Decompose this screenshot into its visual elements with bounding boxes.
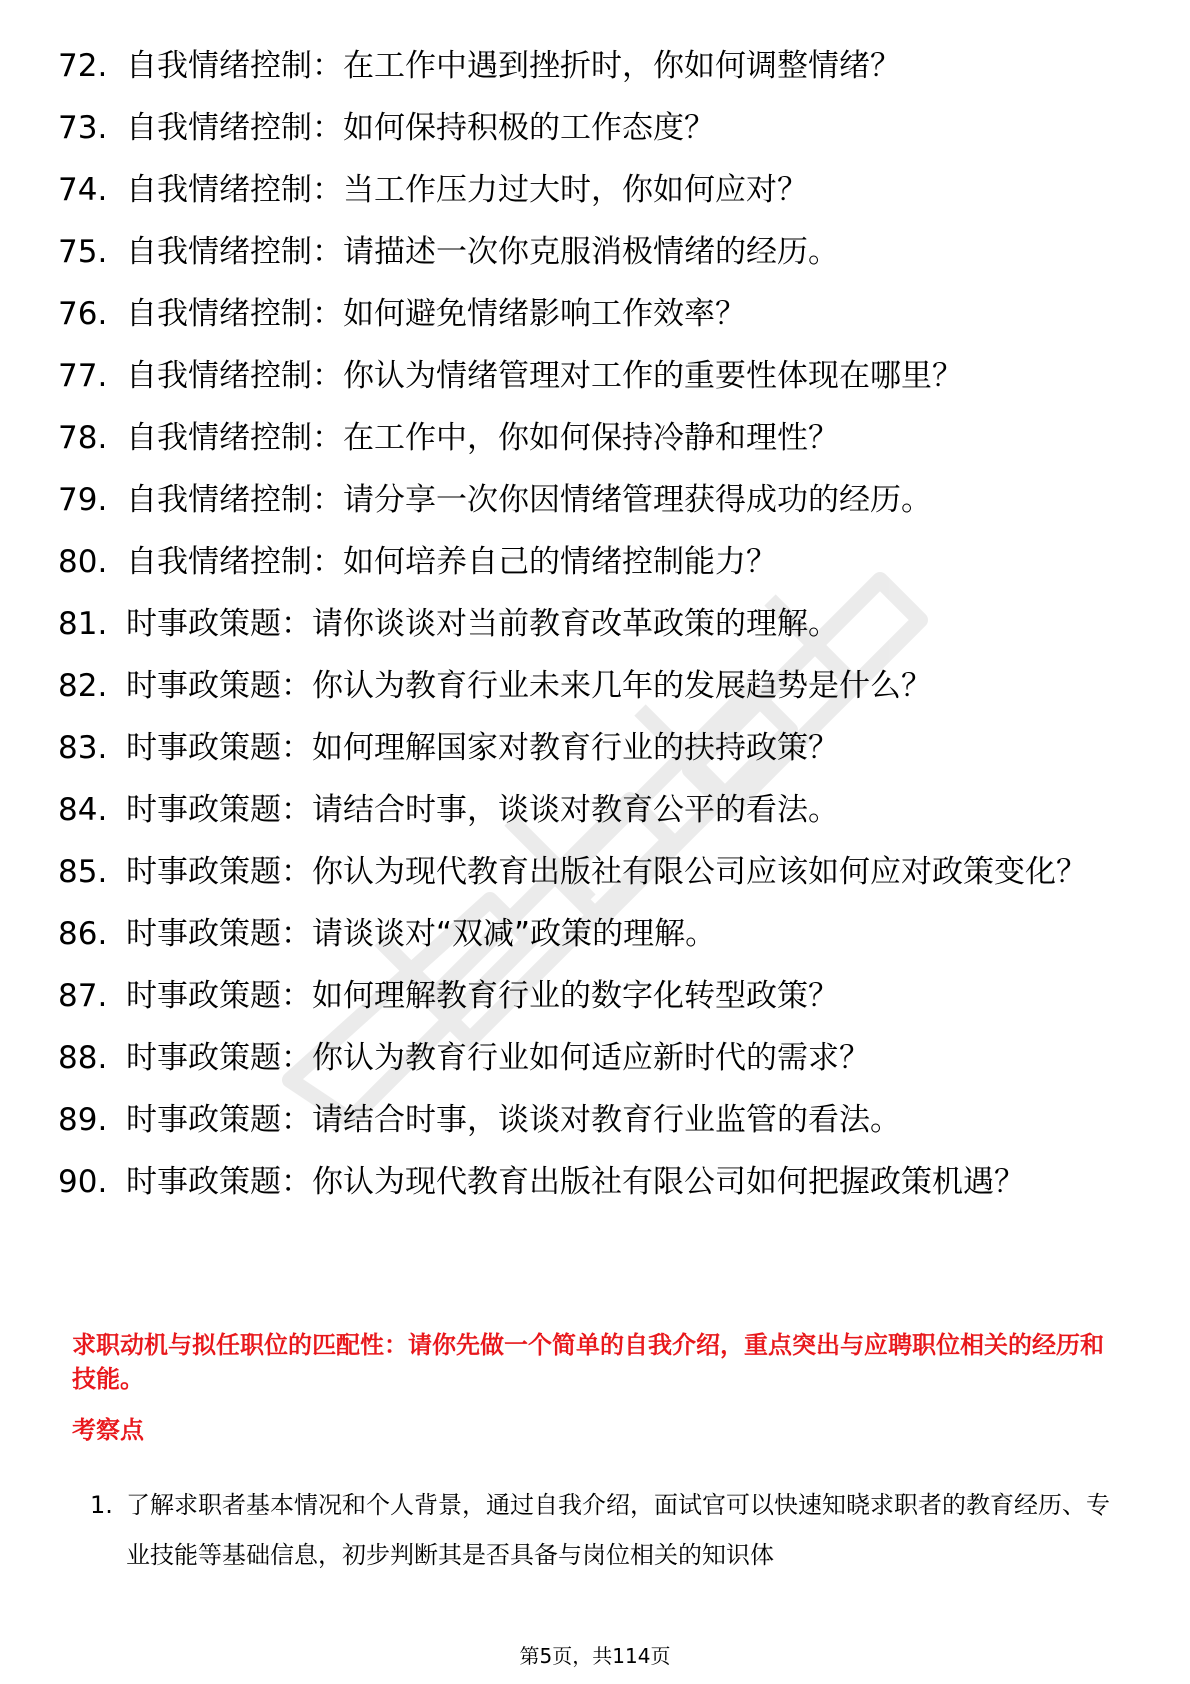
question-body: 请分享一次你因情绪管理获得成功的经历。 xyxy=(343,482,932,518)
question-number: 75. xyxy=(58,234,108,270)
question-number: 82. xyxy=(58,668,108,704)
question-number: 77. xyxy=(58,358,108,394)
point-item xyxy=(90,1480,1120,1580)
question-category: 自我情绪控制： xyxy=(126,296,343,332)
question-item xyxy=(58,232,1118,272)
question-text xyxy=(126,604,1118,644)
question-number: 81. xyxy=(58,606,108,642)
question-text xyxy=(126,480,1118,520)
question-number: 87. xyxy=(58,978,108,1014)
question-number: 80. xyxy=(58,544,108,580)
question-number: 89. xyxy=(58,1102,108,1138)
question-number: 76. xyxy=(58,296,108,332)
question-body: 你认为现代教育出版社有限公司应该如何应对政策变化？ xyxy=(312,854,1087,890)
point-number: 1. xyxy=(90,1491,113,1519)
question-number: 84. xyxy=(58,792,108,828)
question-body: 你认为情绪管理对工作的重要性体现在哪里？ xyxy=(343,358,963,394)
question-category: 自我情绪控制： xyxy=(126,110,343,146)
question-text xyxy=(126,356,1118,396)
question-text xyxy=(126,232,1118,272)
question-body: 你认为现代教育出版社有限公司如何把握政策机遇？ xyxy=(312,1164,1025,1200)
question-category: 自我情绪控制： xyxy=(126,358,343,394)
question-number: 73. xyxy=(58,110,108,146)
question-text xyxy=(126,790,1118,830)
question-body: 在工作中，你如何保持冷静和理性？ xyxy=(343,420,839,456)
question-text xyxy=(126,852,1118,892)
question-item xyxy=(58,914,1118,954)
question-item xyxy=(58,790,1118,830)
question-text xyxy=(126,914,1118,954)
question-item xyxy=(58,1100,1118,1140)
question-body: 在工作中遇到挫折时，你如何调整情绪？ xyxy=(343,48,901,84)
question-number: 90. xyxy=(58,1164,108,1200)
question-body: 请结合时事，谈谈对教育公平的看法。 xyxy=(312,792,839,828)
question-body: 如何理解国家对教育行业的扶持政策？ xyxy=(312,730,839,766)
point-text: 了解求职者基本情况和个人背景，通过自我介绍，面试官可以快速知晓求职者的教育经历、专业技能等基础信息，初步判断其是否具备与岗位相关的知识体 xyxy=(126,1491,1110,1569)
question-item xyxy=(58,542,1118,582)
question-body: 如何保持积极的工作态度？ xyxy=(343,110,715,146)
question-text xyxy=(126,976,1118,1016)
question-category: 时事政策题： xyxy=(126,854,312,890)
question-body: 你认为教育行业未来几年的发展趋势是什么？ xyxy=(312,668,932,704)
question-item xyxy=(58,976,1118,1016)
question-category: 时事政策题： xyxy=(126,730,312,766)
question-text xyxy=(126,108,1118,148)
points-list xyxy=(90,1480,1120,1580)
question-number: 83. xyxy=(58,730,108,766)
question-text xyxy=(126,1038,1118,1078)
question-category: 时事政策题： xyxy=(126,916,312,952)
question-number: 72. xyxy=(58,48,108,84)
question-item xyxy=(58,356,1118,396)
question-list xyxy=(58,46,1118,1224)
question-category: 自我情绪控制： xyxy=(126,482,343,518)
question-category: 时事政策题： xyxy=(126,1102,312,1138)
question-item xyxy=(58,170,1118,210)
question-number: 78. xyxy=(58,420,108,456)
question-category: 时事政策题： xyxy=(126,668,312,704)
question-body: 如何避免情绪影响工作效率？ xyxy=(343,296,746,332)
question-item xyxy=(58,1038,1118,1078)
question-text xyxy=(126,418,1118,458)
question-number: 74. xyxy=(58,172,108,208)
question-body: 请描述一次你克服消极情绪的经历。 xyxy=(343,234,839,270)
question-body: 请结合时事，谈谈对教育行业监管的看法。 xyxy=(312,1102,901,1138)
question-item xyxy=(58,294,1118,334)
question-item xyxy=(58,666,1118,706)
question-category: 时事政策题： xyxy=(126,792,312,828)
question-category: 时事政策题： xyxy=(126,978,312,1014)
question-item xyxy=(58,480,1118,520)
question-text xyxy=(126,1162,1118,1202)
question-category: 时事政策题： xyxy=(126,606,312,642)
question-body: 请你谈谈对当前教育改革政策的理解。 xyxy=(312,606,839,642)
question-category: 自我情绪控制： xyxy=(126,48,343,84)
page-footer: 第5页，共114页 xyxy=(519,1644,671,1668)
question-text xyxy=(126,542,1118,582)
question-category: 自我情绪控制： xyxy=(126,234,343,270)
question-category: 自我情绪控制： xyxy=(126,172,343,208)
question-item xyxy=(58,108,1118,148)
question-number: 85. xyxy=(58,854,108,890)
question-item xyxy=(58,728,1118,768)
question-body: 当工作压力过大时，你如何应对？ xyxy=(343,172,808,208)
question-body: 如何培养自己的情绪控制能力？ xyxy=(343,544,777,580)
question-category: 时事政策题： xyxy=(126,1040,312,1076)
question-item xyxy=(58,418,1118,458)
question-text xyxy=(126,294,1118,334)
question-number: 79. xyxy=(58,482,108,518)
question-text xyxy=(126,728,1118,768)
question-text xyxy=(126,46,1118,86)
question-text xyxy=(126,666,1118,706)
question-body: 如何理解教育行业的数字化转型政策？ xyxy=(312,978,839,1014)
question-category: 自我情绪控制： xyxy=(126,420,343,456)
section-title: 求职动机与拟任职位的匹配性：请你先做一个简单的自我介绍，重点突出与应聘职位相关的经历和技能。 xyxy=(72,1331,1104,1393)
question-item xyxy=(58,604,1118,644)
question-text xyxy=(126,1100,1118,1140)
question-number: 86. xyxy=(58,916,108,952)
question-body: 请谈谈对“双减”政策的理解。 xyxy=(312,916,717,952)
question-text xyxy=(126,170,1118,210)
question-item xyxy=(58,1162,1118,1202)
section-subtitle: 考察点 xyxy=(72,1416,144,1444)
question-body: 你认为教育行业如何适应新时代的需求？ xyxy=(312,1040,870,1076)
question-item xyxy=(58,852,1118,892)
question-number: 88. xyxy=(58,1040,108,1076)
question-item xyxy=(58,46,1118,86)
question-category: 时事政策题： xyxy=(126,1164,312,1200)
question-category: 自我情绪控制： xyxy=(126,544,343,580)
